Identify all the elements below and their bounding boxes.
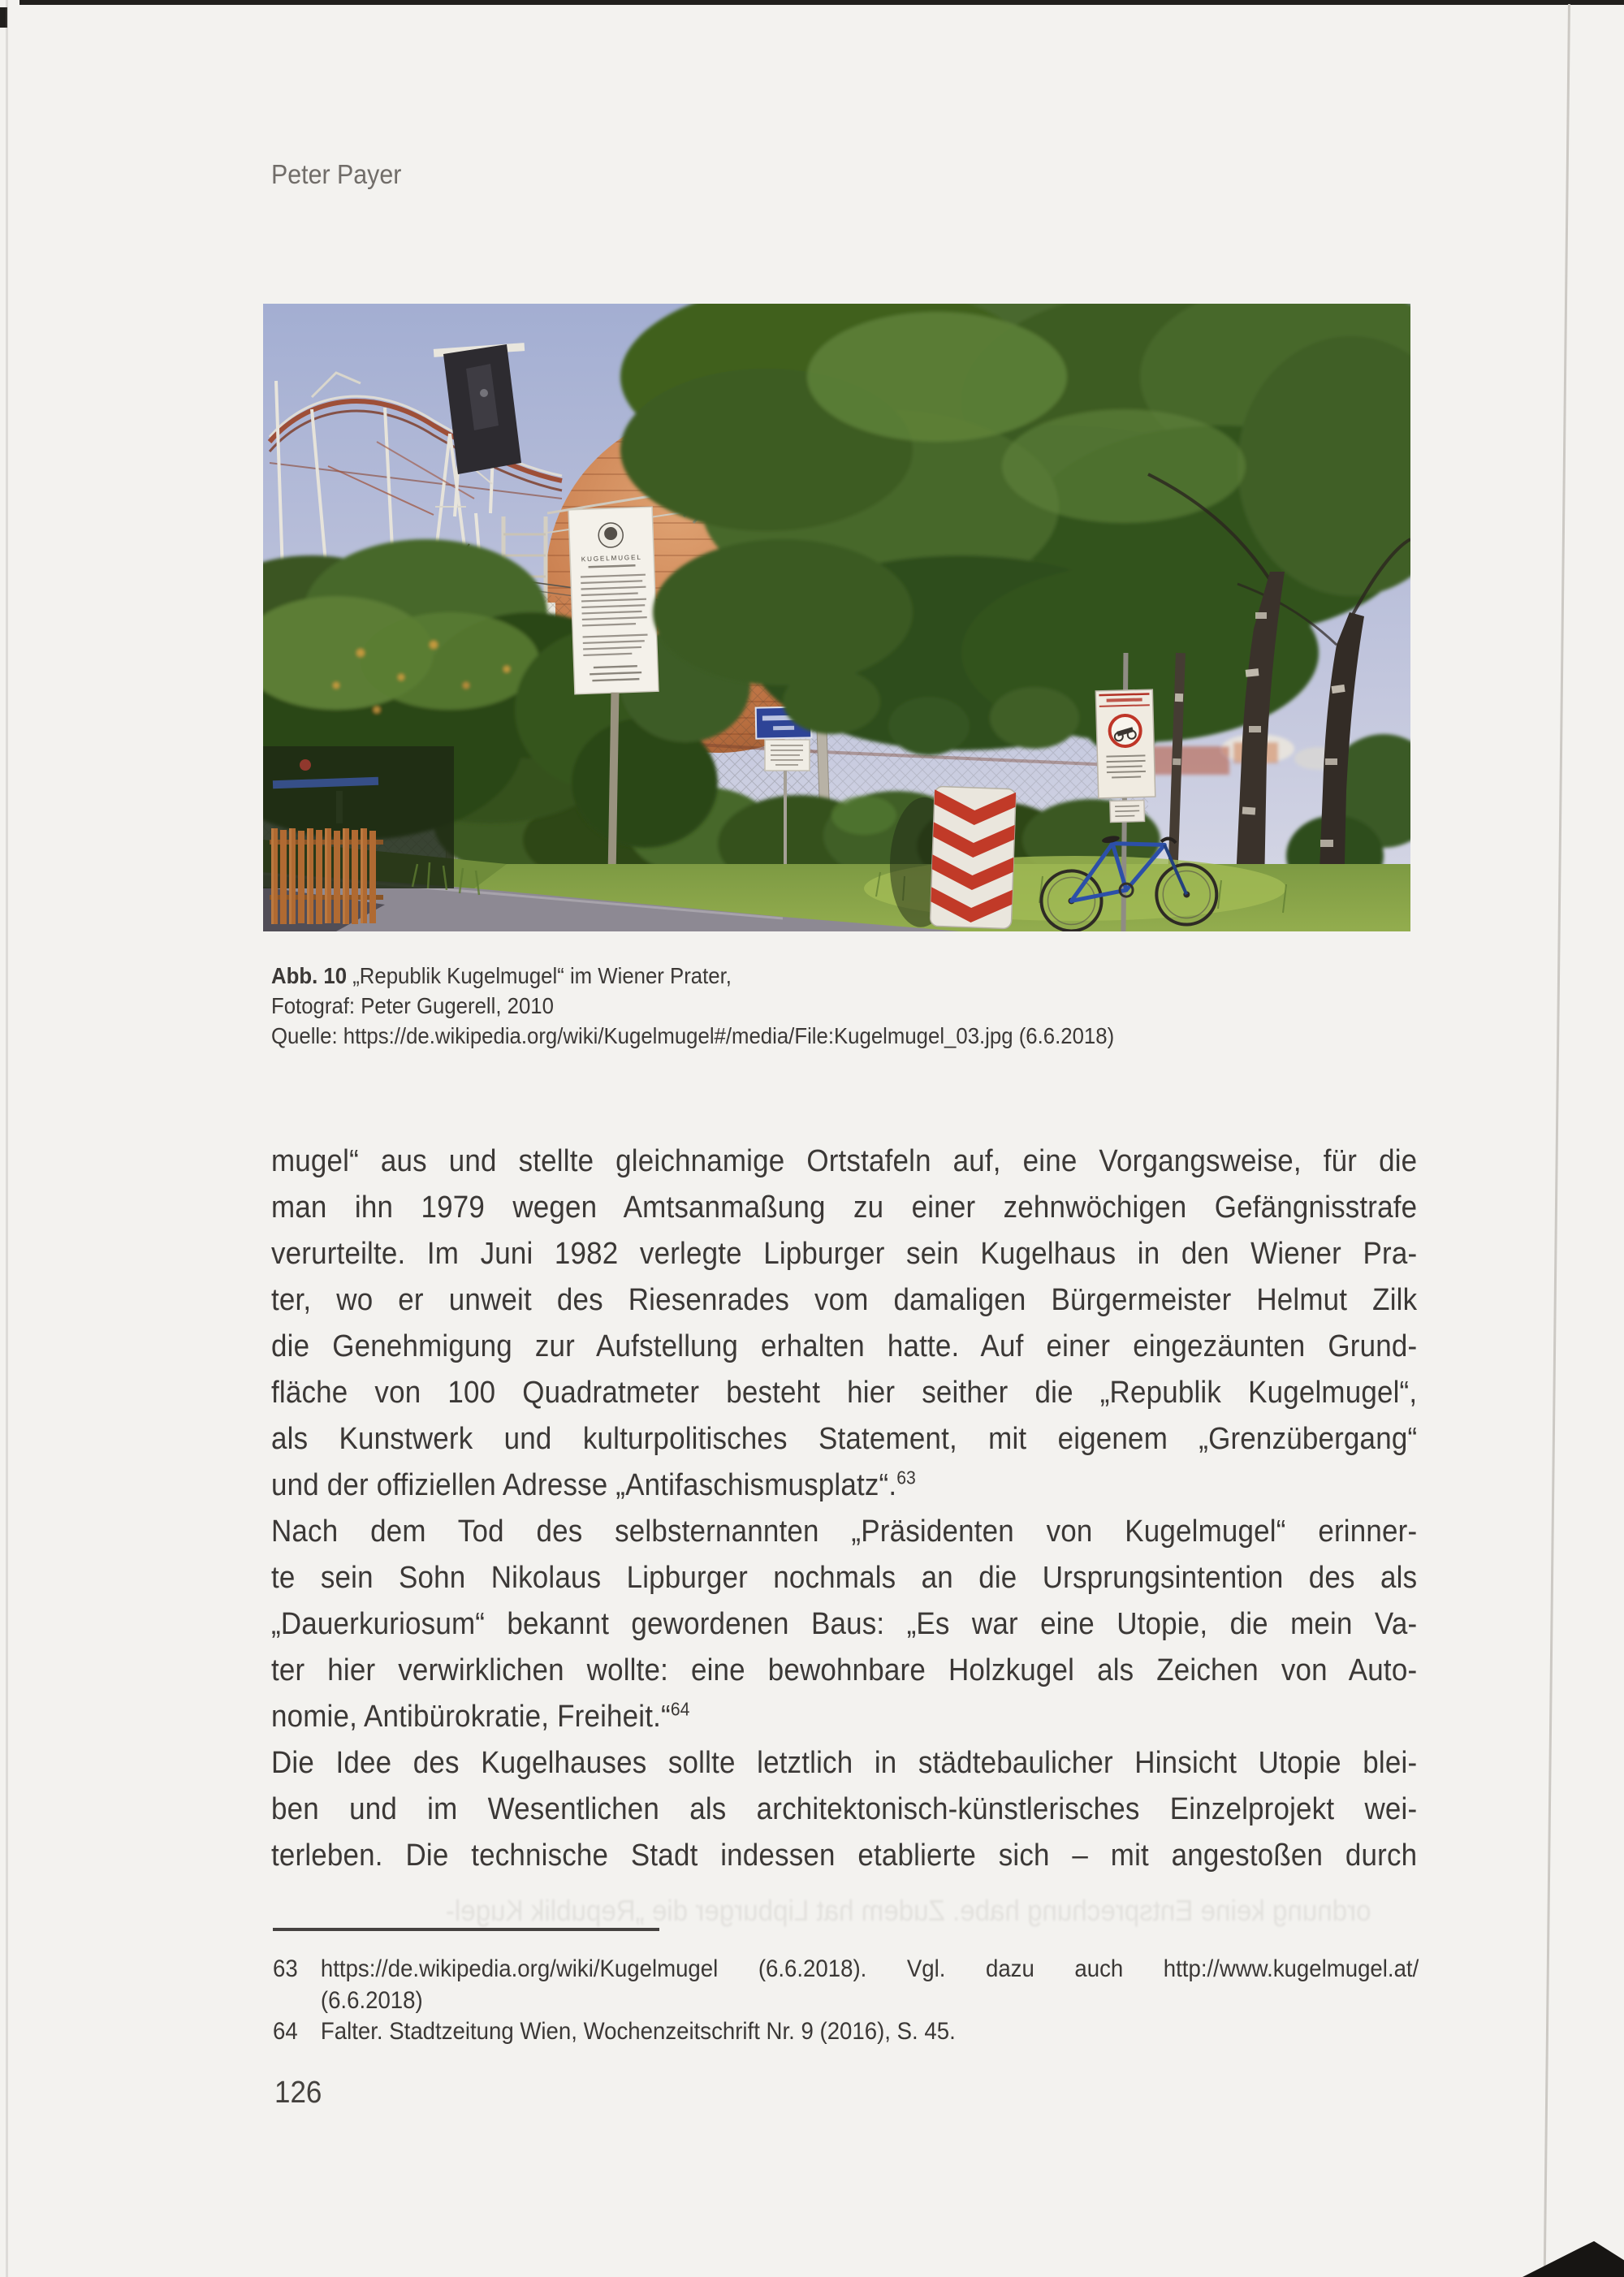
caption-title: „Republik Kugelmugel“ im Wiener Prater,: [347, 963, 732, 988]
footnote-text-line: https://de.wikipedia.org/wiki/Kugelmugel (6.6.2018). Vgl. dazu auch http://www.kugelmugel.at/: [320, 1955, 1419, 1982]
body-line: te sein Sohn Nikolaus Lipburger nochmals an die Ursprungsintention des als: [271, 1561, 1418, 1595]
body-line: man ihn 1979 wegen Amtsanmaßung zu einer zehnwöchigen Gefängnisstrafe: [271, 1190, 1418, 1225]
scan-left-page-edge: [6, 0, 8, 2277]
body-line: ter hier verwirklichen wollte: eine bewohnbare Holzkugel als Zeichen von Auto-: [271, 1653, 1418, 1687]
body-line: terleben. Die technische Stadt indessen etablierte sich – mit angestoßen durch: [271, 1838, 1418, 1873]
banner-title: KUGELMUGEL: [581, 553, 642, 564]
scan-top-edge: [19, 0, 1624, 5]
body-line: fläche von 100 Quadratmeter besteht hier seither die „Republik Kugelmugel“,: [271, 1376, 1418, 1410]
body-line: mugel“ aus und stellte gleichnamige Ortstafeln auf, eine Vorgangsweise, für die: [271, 1144, 1418, 1178]
body-text: [271, 1138, 1417, 1879]
body-line: und der offiziellen Adresse „Antifaschismusplatz“.$^{63}$: [271, 1467, 916, 1502]
show-through-ghost-text: ordnung keine Entsprechung habe. Zudem hat Lipburger die „Republik Kugel-: [445, 1894, 1371, 1927]
body-line: Nach dem Tod des selbsternannten „Präsidenten von Kugelmugel“ erinner-: [271, 1514, 1418, 1549]
body-line: ter, wo er unweit des Riesenrades vom damaligen Bürgermeister Helmut Zilk: [271, 1283, 1418, 1317]
body-line: als Kunstwerk und kulturpolitisches Statement, mit eigenem „Grenzübergang“: [271, 1422, 1418, 1456]
caption-source: Quelle: https://de.wikipedia.org/wiki/Kugelmugel#/media/File:Kugelmugel_03.jpg (6.6.2018): [271, 1023, 1115, 1048]
scan-right-page-edge: [1544, 4, 1570, 2277]
caption-line: [271, 961, 1436, 991]
figure-caption: [271, 961, 1436, 1051]
footnote-text-line: Falter. Stadtzeitung Wien, Wochenzeitschrift Nr. 9 (2016), S. 45.: [320, 2018, 956, 2045]
body-line: Die Idee des Kugelhauses sollte letztlich in städtebaulicher Hinsicht Utopie blei-: [271, 1746, 1418, 1780]
footnote-number: 63: [273, 1955, 298, 1982]
running-header: Peter Payer: [271, 159, 402, 189]
body-line: „Dauerkuriosum“ bekannt gewordenen Baus: „Es war eine Utopie, die mein Va-: [271, 1607, 1418, 1641]
caption-photographer: Fotograf: Peter Gugerell, 2010: [271, 993, 554, 1018]
photo-kugelmugel: [263, 304, 1410, 931]
footnotes: [273, 1954, 1419, 2048]
footnote-64: [273, 2016, 1419, 2048]
footnote-text-line: (6.6.2018): [320, 1986, 423, 2014]
caption-label: Abb. 10: [271, 963, 348, 988]
body-line: ben und im Wesentlichen als architektonisch-künstlerisches Einzelprojekt wei-: [271, 1792, 1418, 1826]
footnote-rule: [273, 1928, 659, 1931]
footnote-number: 64: [273, 2018, 298, 2045]
page-number: 126: [274, 2076, 322, 2110]
body-line: die Genehmigung zur Aufstellung erhalten hatte. Auf einer eingezäunten Grund-: [271, 1329, 1418, 1363]
scan-corner-shadow: [1509, 2240, 1624, 2277]
figure-photo: [263, 304, 1410, 931]
info-banner: [568, 507, 659, 693]
footnote-63: [273, 1954, 1419, 2016]
body-line: nomie, Antibürokratie, Freiheit.“$^{64}$: [271, 1698, 690, 1734]
body-line: verurteilte. Im Juni 1982 verlegte Lipburger sein Kugelhaus in den Wiener Pra-: [271, 1237, 1418, 1271]
picket-fence: [270, 828, 383, 924]
